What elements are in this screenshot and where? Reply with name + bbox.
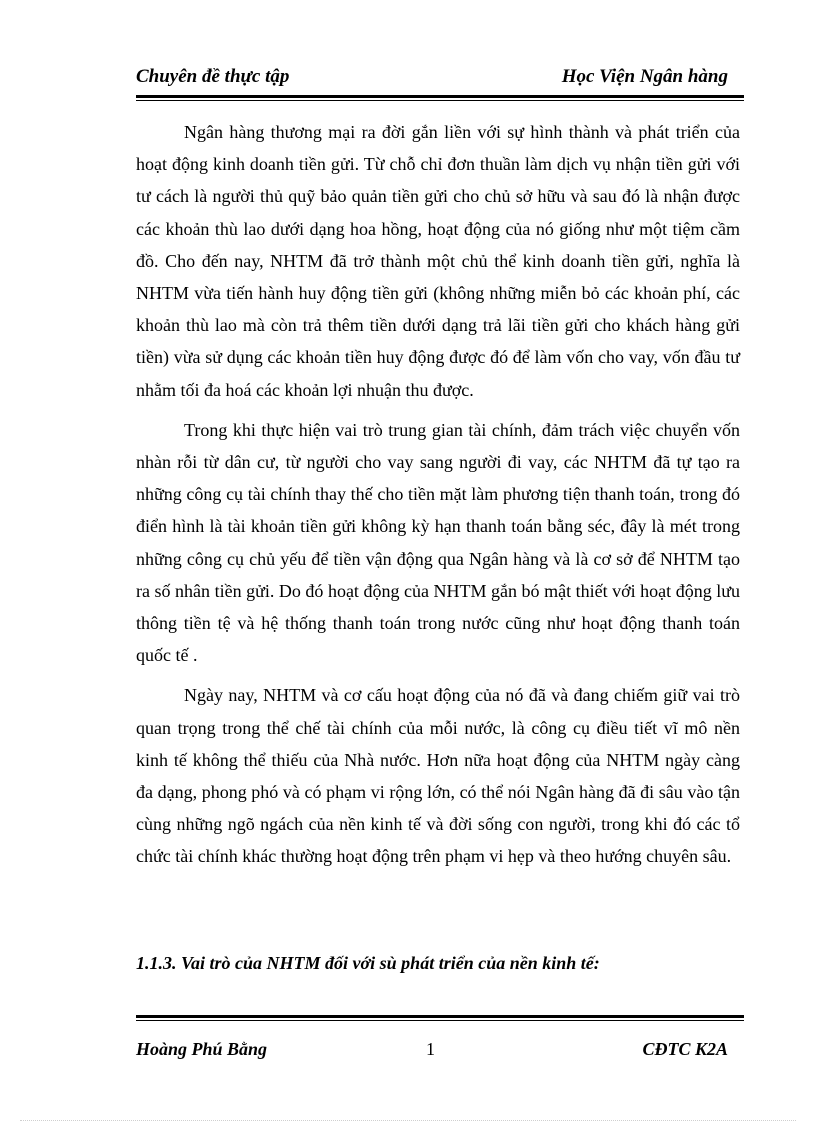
page-edge-divider	[20, 1120, 796, 1121]
paragraph-2: Trong khi thực hiện vai trò trung gian tài chính, đảm trách việc chuyển vốn nhàn rỗi từ dân cư, từ người cho vay sang người đi vay, các NHTM đã tự tạo ra những công cụ tài chính thay thế cho tiền mặt làm phương tiện thanh toán, trong đó điển hình là tài khoản tiền gửi không kỳ hạn thanh toán bằng séc, đây là mét trong những công cụ chủ yếu để tiền vận động qua Ngân hàng và là cơ sở để NHTM tạo ra số nhân tiền gửi. Do đó hoạt động của NHTM gắn bó mật thiết với hoạt động lưu thông tiền tệ và hệ thống thanh toán trong nước cũng như hoạt động thanh toán quốc tế .	[136, 419, 740, 666]
header-institution: Học Viện Ngân hàng	[561, 66, 728, 87]
footer-class: CĐTC K2A	[642, 1039, 728, 1059]
paragraph-3: Ngày nay, NHTM và cơ cấu hoạt động của nó đã và đang chiếm giữ vai trò quan trọng trong thể chế tài chính của mỗi nước, là công cụ điều tiết vĩ mô nền kinh tế không thể thiếu của Nhà nước. Hơn nữa hoạt động của NHTM ngày càng đa dạng, phong phó và có phạm vi rộng lớn, có thể nói Ngân hàng đã đi sâu vào tận cùng những ngõ ngách của nền kinh tế và đời sống con người, trong khi đó các tổ chức tài chính khác thường hoạt động trên phạm vi hẹp và theo hướng chuyên sâu.	[136, 685, 740, 867]
footer-divider	[136, 1015, 744, 1021]
document-body	[136, 116, 740, 881]
footer-author: Hoàng Phú Bằng	[136, 1039, 268, 1059]
header-divider	[136, 95, 744, 101]
paragraph-1: Ngân hàng thương mại ra đời gắn liền với sự hình thành và phát triển của hoạt động kinh doanh tiền gửi. Từ chỗ chỉ đơn thuần làm dịch vụ nhận tiền gửi với tư cách là người thủ quỹ bảo quản tiền gửi cho chủ sở hữu và sau đó là nhận được các khoản thù lao dưới dạng hoa hồng, hoạt động của nó giống như một tiệm cầm đồ. Cho đến nay, NHTM đã trở thành một chủ thể kinh doanh tiền gửi, nghĩa là NHTM vừa tiến hành huy động tiền gửi (không những miễn bỏ các khoản phí, các khoản thù lao mà còn trả thêm tiền dưới dạng trả lãi tiền gửi cho khách hàng gửi tiền) vừa sử dụng các khoản tiền huy động được đó để làm vốn cho vay, vốn đầu tư nhằm tối đa hoá các khoản lợi nhuận thu được.	[136, 122, 740, 400]
page-number: 1	[426, 1039, 435, 1059]
section-heading: 1.1.3. Vai trò của NHTM đối với sù phát triển của nền kinh tế:	[136, 953, 600, 973]
page-header	[136, 62, 744, 92]
page-footer	[136, 1037, 744, 1063]
header-document-type: Chuyên đề thực tập	[136, 66, 290, 87]
